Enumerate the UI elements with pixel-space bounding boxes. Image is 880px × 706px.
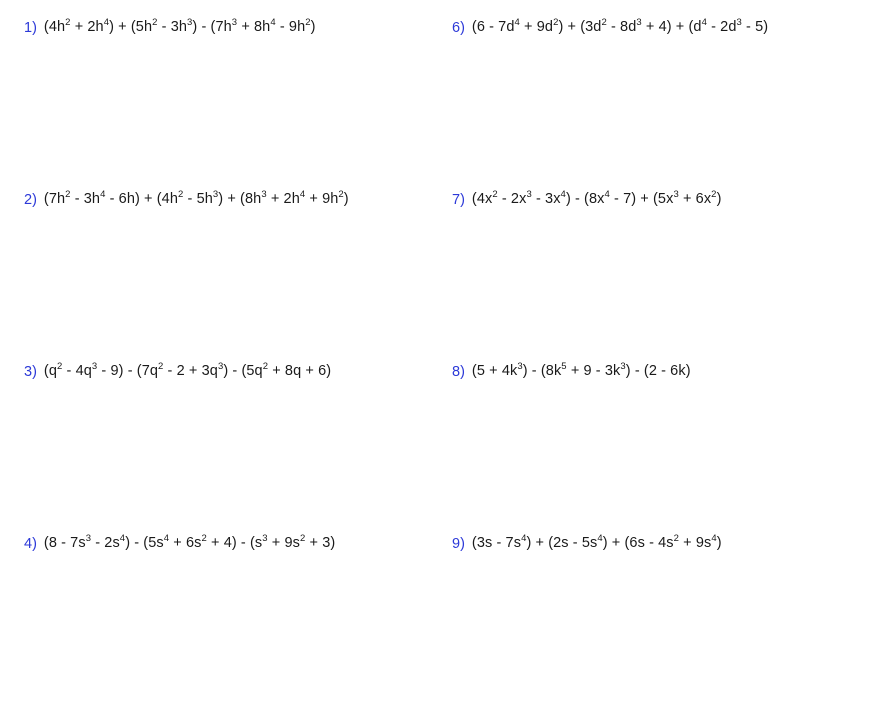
problem-6 [452, 18, 870, 190]
problem-7 [452, 190, 870, 362]
problem-number: 1) [24, 20, 37, 36]
problem-expression: $(7h^2 - 3h^4 - 6h) + (4h^2 - 5h^3) + (8h^3 + 2h^4 + 9h^2)$ [43, 189, 349, 207]
problem-number: 8) [452, 364, 465, 380]
problem-columns [10, 18, 870, 706]
problem-9 [452, 534, 870, 706]
problem-expression: $(4h^2 + 2h^4) + (5h^2 - 3h^3) - (7h^3 + 8h^4 - 9h^2)$ [43, 17, 316, 35]
problem-number: 3) [24, 364, 37, 380]
problem-expression: $(6 - 7d^4 + 9d^2) + (3d^2 - 8d^3 + 4) + (d^4 - 2d^3 - 5)$ [471, 17, 769, 35]
problem-expression: $(4x^2 - 2x^3 - 3x^4) - (8x^4 - 7) + (5x^3 + 6x^2)$ [471, 189, 722, 207]
problem-number: 2) [24, 192, 37, 208]
right-column [440, 18, 870, 706]
left-column [10, 18, 440, 706]
problem-number: 7) [452, 192, 465, 208]
problem-4 [24, 534, 440, 706]
problem-number: 4) [24, 536, 37, 552]
problem-expression: $(5 + 4k^3) - (8k^5 + 9 - 3k^3) - (2 - 6k)$ [471, 361, 691, 379]
problem-2 [24, 190, 440, 362]
problem-number: 6) [452, 20, 465, 36]
problem-1 [24, 18, 440, 190]
problem-number: 9) [452, 536, 465, 552]
problem-expression: $(q^2 - 4q^3 - 9) - (7q^2 - 2 + 3q^3) - (5q^2 + 8q + 6)$ [43, 361, 332, 379]
problem-8 [452, 362, 870, 534]
problem-expression: $(3s - 7s^4) + (2s - 5s^4) + (6s - 4s^2 + 9s^4)$ [471, 533, 722, 551]
problem-expression: $(8 - 7s^3 - 2s^4) - (5s^4 + 6s^2 + 4) - (s^3 + 9s^2 + 3)$ [43, 533, 336, 551]
problem-3 [24, 362, 440, 534]
